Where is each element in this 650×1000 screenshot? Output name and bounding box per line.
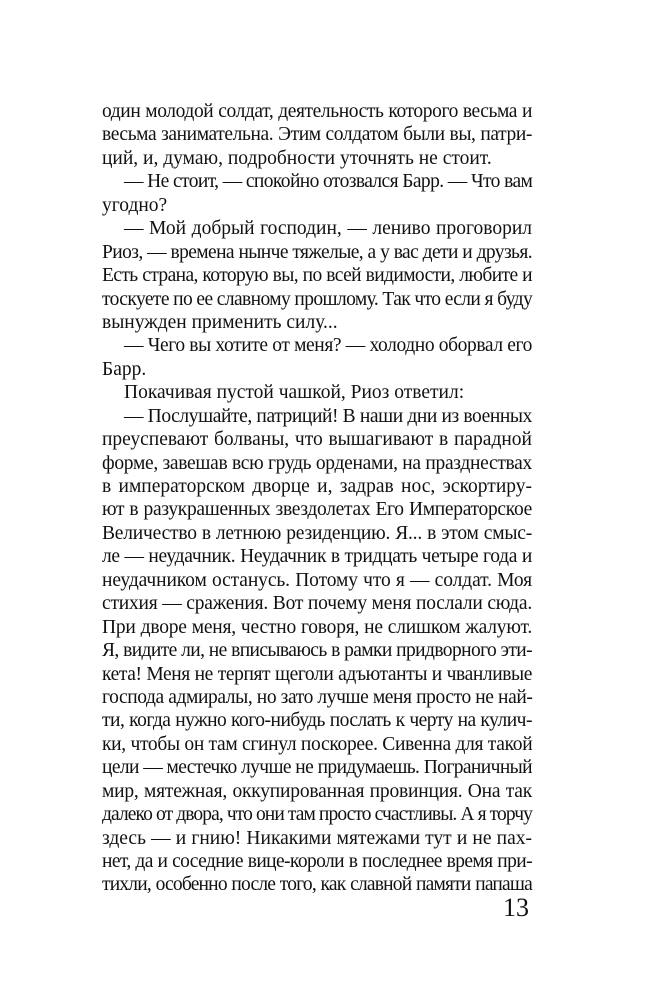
text-line-25: кета! Меня не терпят щеголи адъютанты и чванливые: [102, 663, 532, 685]
text-line-18: ют в разукрашенных звездолетах Его Императорское: [102, 499, 532, 521]
text-line-26: господа адмиралы, но зато лучше меня просто не най-: [102, 686, 533, 708]
text-line-20: ле — неудачник. Неудачник в тридцать четыре года и: [102, 546, 532, 568]
text-line-7: Риоз, — времена нынче тяжелые, а у вас дети и друзья.: [102, 241, 532, 263]
text-line-29: цели — местечко лучше не придумаешь. Пограничный: [102, 757, 532, 779]
text-line-10: вынужден применить силу...: [102, 311, 338, 333]
text-line-12: Барр.: [102, 358, 147, 380]
text-line-23: При дворе меня, честно говоря, не слишком жалуют.: [102, 616, 532, 638]
body-text: [102, 100, 532, 897]
text-line-31: далеко от двора, что они там просто счастливы. А я торчу: [102, 804, 532, 826]
text-line-21: неудачником останусь. Потому что я — солдат. Моя: [102, 569, 532, 591]
text-line-19: Величество в летнюю резиденцию. Я... в этом смыс-: [102, 522, 532, 544]
text-line-28: ки, чтобы он там сгинул поскорее. Сивенна для такой: [102, 733, 533, 755]
text-line-32: здесь — и гнию! Никакими мятежами тут и не пах-: [102, 827, 532, 849]
text-line-9: тоскуете по ее славному прошлому. Так что если я буду: [102, 288, 533, 310]
text-line-3: ций, и, думаю, подробности уточнять не стоит.: [102, 147, 492, 169]
text-line-24: Я, видите ли, не вписываюсь в рамки придворного эти-: [102, 640, 532, 662]
text-line-17: в императорском дворце и, задрав нос, эскортиру-: [102, 476, 532, 497]
text-line-22: стихия — сражения. Вот почему меня послали сюда.: [102, 593, 532, 615]
text-line-33: нет, да и соседние вице-короли в последнее время при-: [102, 851, 532, 872]
text-line-8: Есть страна, которую вы, по всей видимости, любите и: [102, 265, 532, 287]
text-line-2: весьма занимательна. Этим солдатом были вы, патри-: [102, 124, 532, 146]
text-line-6: — Мой добрый господин, — лениво проговорил: [124, 218, 532, 240]
text-line-14: — Послушайте, патриций! В наши дни из военных: [124, 405, 532, 427]
text-line-5: угодно?: [102, 194, 168, 216]
text-line-30: мир, мятежная, оккупированная провинция. Она так: [102, 780, 532, 802]
text-line-4: — Не стоит, — спокойно отозвался Барр. — Что вам: [124, 171, 533, 193]
text-line-15: преуспевают болваны, что вышагивают в парадной: [102, 429, 532, 451]
text-line-16: форме, завешав всю грудь орденами, на празднествах: [102, 452, 532, 474]
text-line-11: — Чего вы хотите от меня? — холодно оборвал его: [124, 335, 532, 357]
text-line-13: Покачивая пустой чашкой, Риоз ответил:: [124, 382, 465, 404]
text-line-1: один молодой солдат, деятельность которого весьма и: [102, 101, 532, 122]
text-line-27: ти, когда нужно кого-нибудь послать к черту на кулич-: [102, 710, 532, 732]
text-line-34: тихли, особенно после того, как славной памяти папаша: [102, 874, 532, 896]
page-number: 13: [503, 893, 529, 922]
